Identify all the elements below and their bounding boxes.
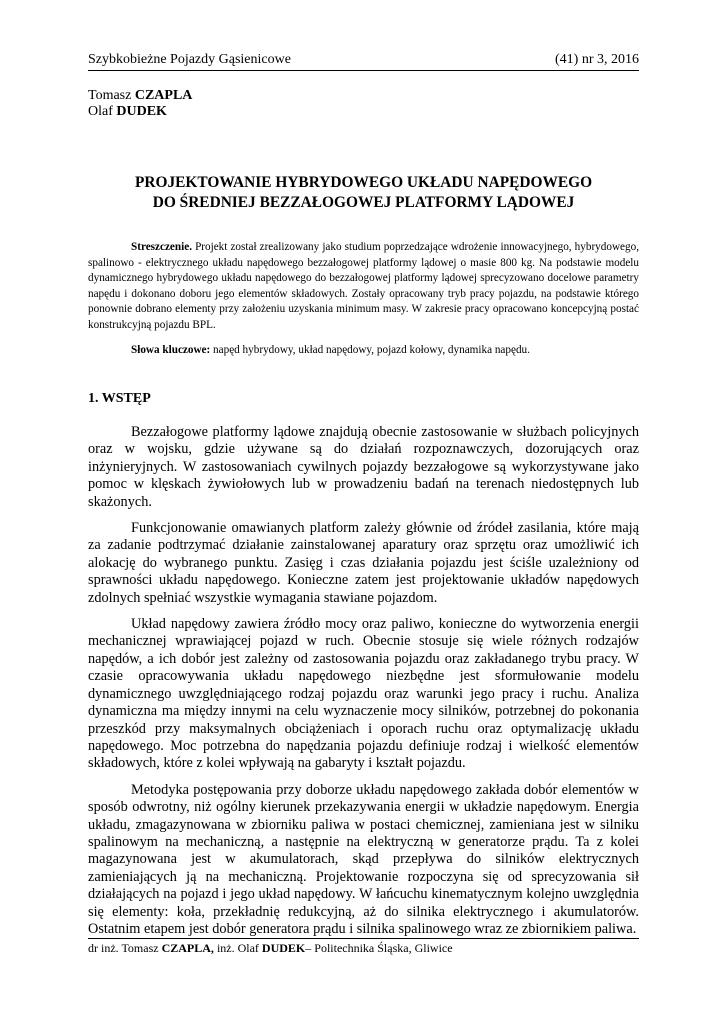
footnote-suffix: – Politechnika Śląska, Gliwice <box>305 941 453 955</box>
journal-issue: (41) nr 3, 2016 <box>555 52 639 67</box>
footnote-mid: inż. Olaf <box>213 941 262 955</box>
footnote-author-2: DUDEK <box>261 941 306 955</box>
journal-name: Szybkobieżne Pojazdy Gąsienicowe <box>88 52 291 67</box>
author-2 <box>88 104 192 120</box>
paper-page <box>88 0 639 1024</box>
footnote-divider <box>88 938 639 939</box>
author-last-name: DUDEK <box>116 104 167 119</box>
abstract-text: Projekt został zrealizowany jako studium poprzedzające wdrożenie innowacyjnego, hybrydowego, spalinowo - elektrycznego układu napędowego bezzałogowej platformy lądowej o masie 800 kg. Na podstawie modelu dynamicznego hybrydowego układu napędowego do bezzałogowej platformy lądowej sprecyzowano docelowe parametry napędu i dokonano doboru jego elementów składowych. Zostały opracowany tryb pracy pojazdu, na podstawie którego ponownie dobrano elementy przy założeniu uzyskania minimum masy. W zakresie pracy opracowano koncepcyjną postać konstrukcyjną pojazdu BPL. <box>88 241 639 331</box>
body-paragraph: Funkcjonowanie omawianych platform zależy głównie od źródeł zasilania, które mają za zadanie podtrzymać działanie zainstalowanej aparatury oraz sprzętu oraz umożliwić ich alokację do wybranego punktu. Zasięg i czas działania pojazdu jest ściśle uzależniony od sprawności układu napędowego. Konieczne zatem jest projektowanie układów napędowych zdolnych spełniać wszystkie wymagania stawiane pojazdom. <box>88 520 639 606</box>
footnote-prefix: dr inż. Tomasz <box>88 941 162 955</box>
title-line-1: PROJEKTOWANIE HYBRYDOWEGO UKŁADU NAPĘDOWEGO <box>134 174 593 191</box>
section-heading-intro: 1. WSTĘP <box>88 391 151 406</box>
paper-title <box>88 173 639 213</box>
author-list <box>88 88 192 120</box>
footnote-author-1: CZAPLA, <box>161 941 214 955</box>
author-1 <box>88 88 192 104</box>
author-first-name: Tomasz <box>88 88 132 103</box>
abstract <box>88 240 639 333</box>
keywords-label: Słowa kluczowe: <box>131 344 211 356</box>
keywords <box>88 343 639 358</box>
author-first-name: Olaf <box>88 104 113 119</box>
body-paragraph: Układ napędowy zawiera źródło mocy oraz paliwo, konieczne do wytworzenia energii mechanicznej wprawiającej pojazd w ruch. Obecnie stosuje się wiele różnych rodzajów napędów, a ich dobór jest zależny od zastosowania pojazdu oraz zakładanego trybu pracy. W czasie opracowywania układu napędowego niezbędne jest sformułowanie modelu dynamicznego uwzględniającego rodzaj pojazdu oraz warunki jego pracy i ruchu. Analiza dynamiczna ma między innymi na celu wyznaczenie mocy silników, potrzebnej do pokonania przeszkód przy maksymalnych obciążeniach i oporach ruchu oraz optymalizację układu napędowego. Moc potrzebna do napędzania pojazdu definiuje rodzaj i wielkość elementów składowych, które z kolei wpływają na gabaryty i kształt pojazdu. <box>88 616 639 772</box>
body-paragraph: Bezzałogowe platformy lądowe znajdują obecnie zastosowanie w służbach policyjnych oraz w wojsku, gdzie używane są do działań rozpoznawczych, dozorujących oraz inżynieryjnych. W zastosowaniach cywilnych pojazdy bezzałogowe są wykorzystywane jako pomoc w klęskach żywiołowych lub w prowadzeniu badań na terenach niedostępnych lub skażonych. <box>88 424 639 510</box>
abstract-label: Streszczenie. <box>131 241 192 253</box>
journal-header <box>88 52 639 71</box>
author-last-name: CZAPLA <box>134 88 193 103</box>
body-paragraph: Metodyka postępowania przy doborze układu napędowego zakłada dobór elementów w sposób odwrotny, niż ogólny kierunek przekazywania energii w układzie napędowym. Energia układu, zmagazynowana w zbiorniku paliwa w postaci chemicznej, zamieniana jest w silniku spalinowym na mechaniczną, a następnie na elektryczną w generatorze prądu. Ta z kolei magazynowana jest w akumulatorach, skąd przepływa do silników elektrycznych zamieniających ją na mechaniczną. Projektowanie rozpoczyna się od sprecyzowania sił działających na pojazd i jego układ napędowy. W łańcuchu kinematycznym kolejno uwzględnia się elementy: koła, przekładnię redukcyjną, aż do silnika elektrycznego i akumulatorów. Ostatnim etapem jest dobór generatora prądu i silnika spalinowego wraz ze zbiornikiem paliwa. <box>88 781 639 937</box>
section-body <box>88 424 639 947</box>
title-line-2: DO ŚREDNIEJ BEZZAŁOGOWEJ PLATFORMY LĄDOWEJ <box>152 194 575 211</box>
keywords-text: napęd hybrydowy, układ napędowy, pojazd kołowy, dynamika napędu. <box>210 344 530 356</box>
author-affiliation-footnote <box>88 941 453 955</box>
